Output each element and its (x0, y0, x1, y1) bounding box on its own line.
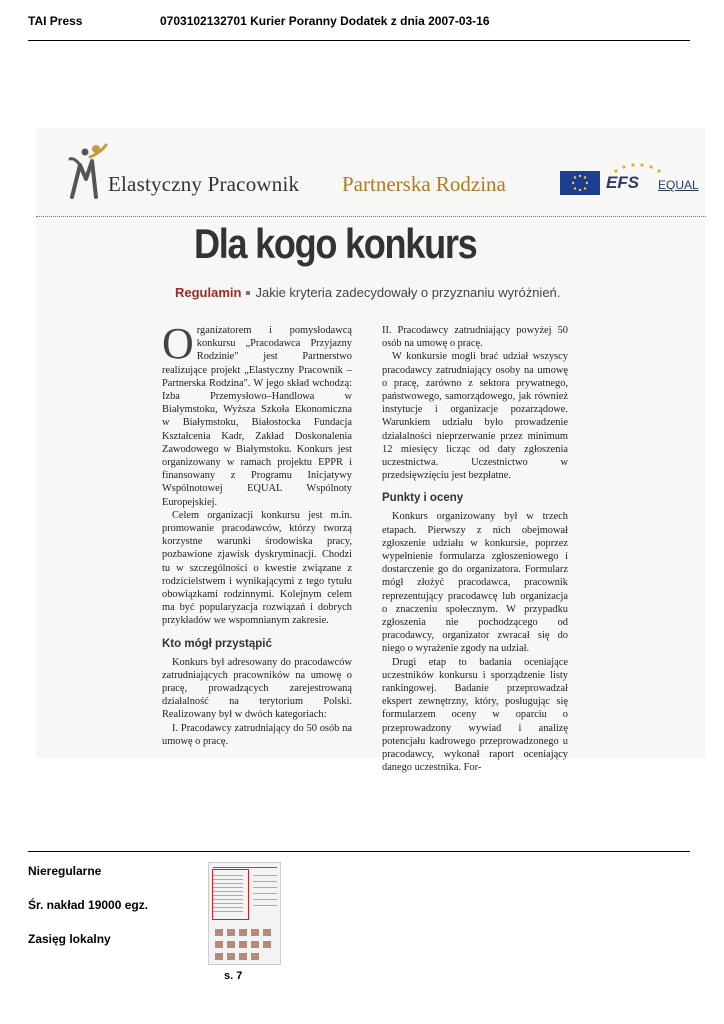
article-lead (175, 285, 560, 300)
publication-frequency: Nieregularne (28, 864, 102, 878)
lead-text: Jakie kryteria zadecydowały o przyznaniu wyróżnień. (255, 285, 561, 300)
paragraph: Konkurs był adresowany do pracodawców zatrudniających pracowników na umowę o pracę, prowadzących zarejestrowaną działalność na terytorium Polski. Realizowany był w dwóch kategoriach: (162, 656, 352, 721)
project-subtitle: Partnerska Rodzina (342, 172, 506, 196)
section-heading: Punkty i oceny (382, 492, 464, 505)
page-number: s. 7 (224, 970, 243, 982)
brand-divider (36, 216, 706, 217)
lead-keyword: Regulamin (175, 285, 242, 300)
distribution-range: Zasięg lokalny (28, 932, 111, 946)
section-heading: Kto mógł przystąpić (162, 637, 272, 650)
eu-flag-icon (560, 171, 600, 195)
paragraph: I. Pracodawcy zatrudniający do 50 osób na umowę o pracę. (162, 722, 352, 747)
page-thumbnail[interactable] (208, 862, 281, 965)
circulation: Śr. nakład 19000 egz. (28, 898, 149, 912)
lead-separator (246, 291, 250, 295)
clipping-reference: 0703102132701 Kurier Poranny Dodatek z dnia 2007-03-16 (160, 14, 490, 28)
drop-cap: O (162, 319, 194, 368)
paragraph: Celem organizacji konkursu jest m.in. promowanie pracodawców, którzy tworzą korzystne warunki środowiska pracy, pozbawione zjawisk dyskryminacji. Chodzi tu w szczególności o kwestie związane z rodzicielstwem i wynikającymi z tego tytułu obowiązkami rodzinnymi. Kolejnym celem ma być popularyzacja rozwiązań i dobrych przykładów we wspomnianym zakresie. (162, 509, 352, 627)
project-name: Elastyczny Pracownik (108, 172, 300, 196)
clipping-highlight-box (212, 869, 249, 920)
efs-logo: EFS (606, 173, 640, 192)
agency-name: TAI Press (28, 14, 83, 28)
paragraph: W konkursie mogli brać udział wszyscy pracodawcy zatrudniający osoby na umowę o pracę, zarówno z sektora prywatnego, państwowego, samorządowego, jak również instytucje i organizacje pozarządowe. Warunkiem udziału było prowadzenie działalności nieprzerwanie przez minimum 12 miesięcy licząc od daty zgłoszenia uczestnictwa. Uczestnictwo w przedsięwzięciu jest bezpłatne. (382, 351, 568, 482)
header-divider (28, 40, 690, 41)
article-title: Dla kogo konkurs (194, 220, 477, 267)
dancing-figures-logo-icon (66, 143, 110, 199)
paragraph: Organizatorem i pomysłodawcą konkursu „Pracodawca Przyjazny Rodzinie" jest Partnerstwo realizujące projekt „Elastyczny Pracownik – Partnerska Rodzina". W jego skład wchodzą: Izba Przemysłowo–Handlowa w Białymstoku, Wyższa Szkoła Ekonomiczna w Białymstoku, Białostocka Fundacja Kształcenia Kadr, Zakład Doskonalenia Zawodowego w Białymstoku. Konkurs jest organizowany w ramach projektu EPPR i finansowany z Programu Inicjatywy Wspólnotowej EQUAL Wspólnoty Europejskiej. (162, 319, 352, 508)
article-column-2 (382, 324, 568, 775)
equal-logo: EQUAL (658, 178, 699, 192)
paragraph: Konkurs organizowany był w trzech etapach. Pierwszy z nich obejmował zgłoszenie udziału w konkursie, poprzez wypełnienie formularza zgłoszeniowego i dostarczenie go do organizatora. Formularz mógł złożyć pracodawca, pracownik reprezentujący pracodawcę lub organizacja o znaczeniu społecznym. W przypadku zgłoszenia nie pochodzącego od pracodawcy, organizator zwracał się do niego o wyrażenie zgody na udział. (382, 511, 568, 655)
article-column-1 (162, 319, 352, 748)
paragraph: II. Pracodawcy zatrudniający powyżej 50 osób na umowę o pracę. (382, 325, 568, 350)
footer-divider (28, 851, 690, 852)
paragraph: Drugi etap to badania oceniające uczestników konkursu i sporządzenie listy rankingowej. Badanie przeprowadzał ekspert zewnętrzny, który, posługując się formularzem oceny w oparciu o przeprowadzony wywiad i analizę potencjału kadrowego przeprowadzonego u pracodawcy, wykonał raport oceniający danego uczestnika. For- (382, 656, 568, 774)
